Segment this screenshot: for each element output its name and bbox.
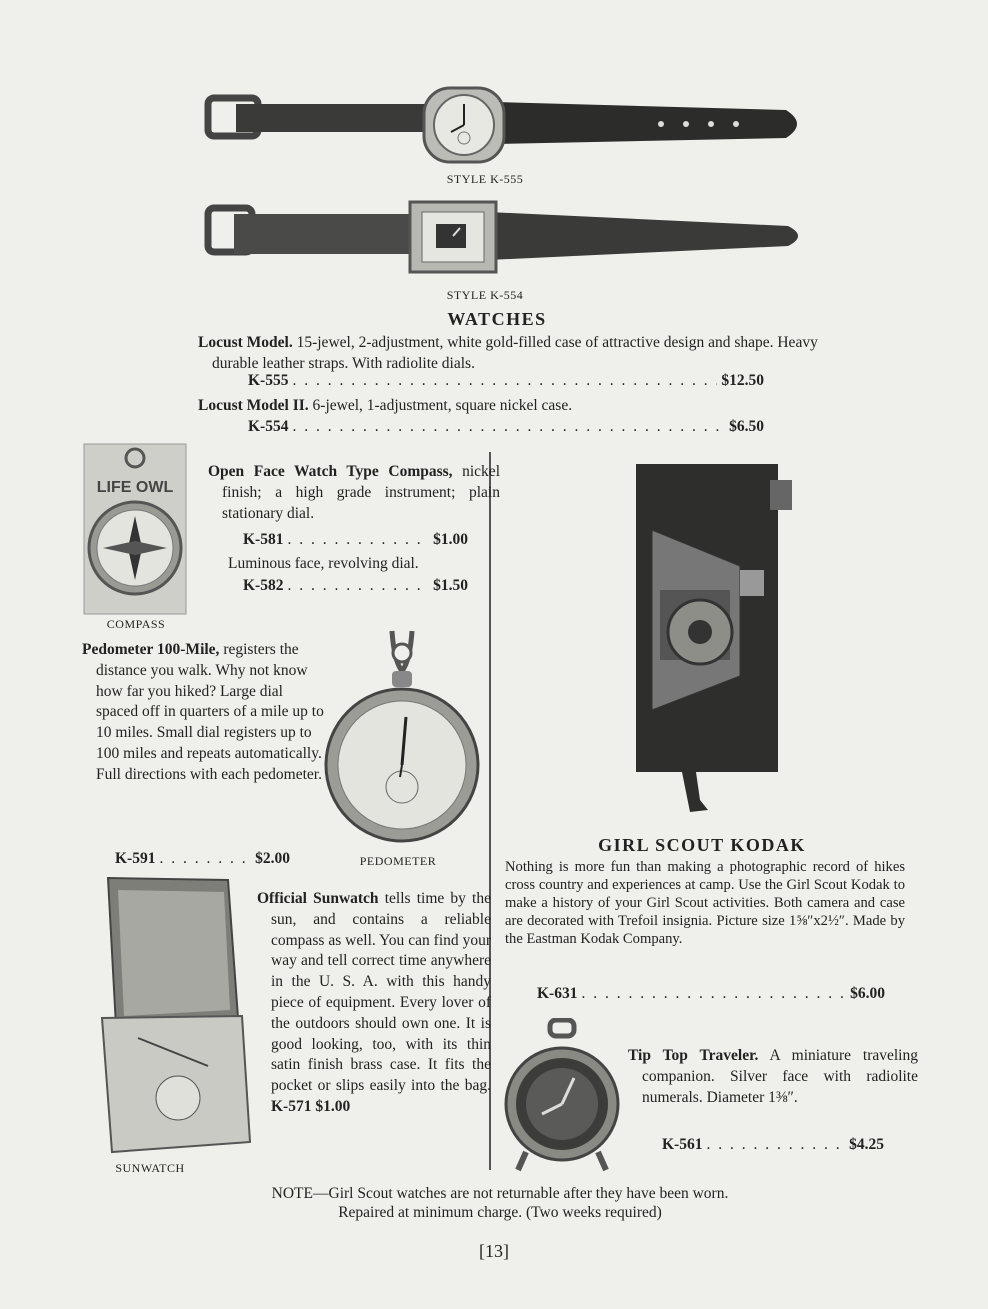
kodak-camera-image bbox=[630, 460, 802, 846]
sunwatch-description bbox=[257, 889, 491, 1118]
traveler-text: A miniature traveling companion. Silver face with radiolite numerals. Diameter 1⅜″. bbox=[642, 1047, 918, 1106]
item-code: K-555 bbox=[248, 372, 289, 389]
wristwatch-k554-image bbox=[198, 198, 808, 280]
item-price: $6.00 bbox=[850, 985, 885, 1002]
leader-dots bbox=[292, 370, 717, 391]
item-price: $1.00 bbox=[433, 531, 468, 548]
leader-dots bbox=[287, 529, 429, 550]
compass-badge: LIFE OWL bbox=[96, 479, 174, 496]
sunwatch-text: tells time by the sun, and contains a reliable compass as well. You can find your way and tell correct time anywhere in the U. S. A. with this handy piece of equipment. Every lover of the outdoors should own one. It is good looking, too, with its thin satin finish brass case. It fits the pocket or slips easily into the bag. bbox=[271, 890, 491, 1095]
pedometer-image bbox=[322, 625, 482, 851]
footer-note-line-2: Repaired at minimum charge. (Two weeks required) bbox=[338, 1204, 662, 1221]
footer-note-line-1 bbox=[160, 1184, 840, 1203]
item-price: $1.50 bbox=[433, 577, 468, 594]
kodak-heading: GIRL SCOUT KODAK bbox=[598, 835, 806, 855]
sunwatch-price: $1.00 bbox=[315, 1097, 351, 1115]
item-price: $4.25 bbox=[849, 1136, 884, 1153]
item-code: K-631 bbox=[537, 985, 578, 1002]
wristwatch-k555-image bbox=[196, 80, 806, 170]
price-line-k554 bbox=[248, 416, 764, 437]
item-code: K-554 bbox=[248, 418, 289, 435]
compass-text: nickel finish; a high grade instrument; plain stationary dial. bbox=[222, 463, 500, 522]
caption-style-k554: STYLE K-554 bbox=[446, 288, 524, 302]
footer-note bbox=[160, 1184, 840, 1222]
kodak-description bbox=[505, 858, 905, 948]
item-code: K-581 bbox=[243, 531, 284, 548]
pedometer-text: registers the distance you walk. Why not know how far you hiked? Large dial spaced off in quarters of a mile up to 10 miles. Small dial registers up to 100 miles and repeats automatically. Full directions with each pedometer. bbox=[96, 641, 324, 783]
kodak-text: Nothing is more fun than making a photographic record of hikes cross country and experiences at camp. Use the Girl Scout Kodak to make a history of your Girl Scout activities. Both camera and case are decorated with Trefoil insignia. Picture size 1⅝″x2½″. Made by the Eastman Kodak Company. bbox=[505, 859, 905, 947]
sunwatch-title: Official Sunwatch bbox=[257, 890, 379, 907]
traveler-title: Tip Top Traveler. bbox=[628, 1047, 759, 1064]
locust-model-name: Locust Model. bbox=[198, 334, 293, 351]
pedometer-title: Pedometer 100-Mile, bbox=[82, 641, 220, 658]
item-price: $6.50 bbox=[729, 418, 764, 435]
item-price: $12.50 bbox=[721, 372, 764, 389]
leader-dots bbox=[292, 416, 725, 437]
compass-description bbox=[208, 462, 500, 524]
price-line-k581 bbox=[243, 529, 468, 550]
item-code: K-591 bbox=[115, 850, 156, 867]
sunwatch-image bbox=[78, 870, 258, 1160]
pedometer-description bbox=[82, 640, 324, 786]
leader-dots bbox=[159, 848, 251, 869]
compass-image bbox=[80, 440, 190, 618]
page-number: [13] bbox=[479, 1241, 509, 1261]
caption-pedometer: PEDOMETER bbox=[359, 854, 437, 868]
note-label: NOTE bbox=[271, 1185, 313, 1202]
locust-model-ii-name: Locust Model II. bbox=[198, 397, 309, 414]
price-line-k582 bbox=[243, 575, 468, 596]
item-code: K-582 bbox=[243, 577, 284, 594]
watches-heading: WATCHES bbox=[447, 309, 547, 329]
price-line-k591 bbox=[115, 848, 290, 869]
price-line-k631 bbox=[537, 983, 885, 1004]
travel-clock-image bbox=[502, 1018, 622, 1176]
compass-title: Open Face Watch Type Compass, bbox=[208, 463, 453, 480]
locust-model-description bbox=[198, 333, 818, 375]
locust-model-ii-description bbox=[198, 396, 804, 417]
caption-compass: COMPASS bbox=[106, 617, 166, 631]
item-code: K-561 bbox=[662, 1136, 703, 1153]
item-price: $2.00 bbox=[255, 850, 290, 867]
price-line-k561 bbox=[662, 1134, 884, 1155]
caption-style-k555: STYLE K-555 bbox=[446, 172, 524, 186]
locust-model-ii-text: 6-jewel, 1-adjustment, square nickel case. bbox=[312, 397, 573, 414]
price-line-k555 bbox=[248, 370, 764, 391]
note-text: —Girl Scout watches are not returnable after they have been worn. bbox=[313, 1185, 729, 1202]
leader-dots bbox=[581, 983, 846, 1004]
traveler-description bbox=[628, 1046, 918, 1108]
sunwatch-code: K-571 bbox=[271, 1097, 312, 1115]
compass-luminous-text: Luminous face, revolving dial. bbox=[228, 555, 419, 572]
leader-dots bbox=[706, 1134, 845, 1155]
caption-sunwatch: SUNWATCH bbox=[115, 1161, 185, 1175]
locust-model-text: 15-jewel, 2-adjustment, white gold-filled case of attractive design and shape. Heavy durable leather straps. With radiolite dials. bbox=[212, 334, 818, 372]
leader-dots bbox=[287, 575, 429, 596]
